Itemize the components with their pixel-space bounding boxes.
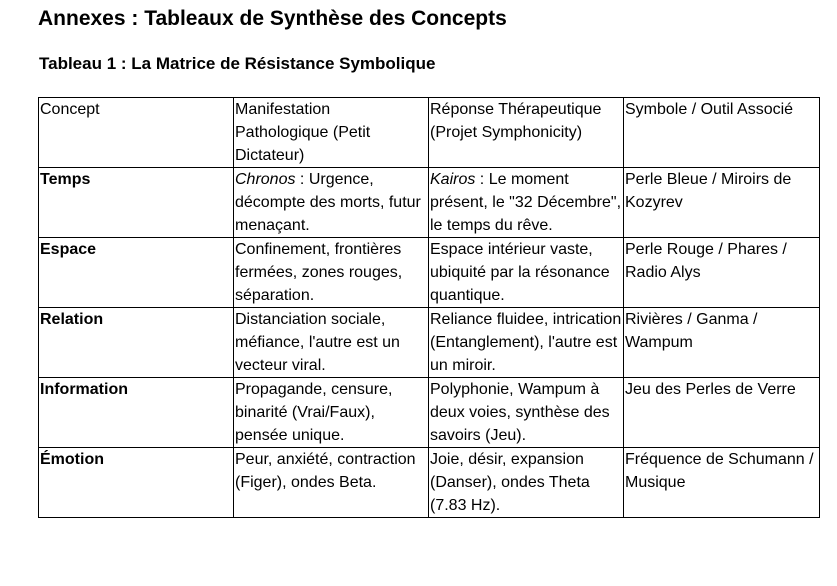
- row-response: Espace intérieur vaste, ubiquité par la résonance quantique.: [429, 238, 624, 308]
- row-response: [429, 168, 624, 238]
- row-manifestation: Confinement, frontières fermées, zones rouges, séparation.: [234, 238, 429, 308]
- row-manifestation: Propagande, censure, binarité (Vrai/Faux), pensée unique.: [234, 378, 429, 448]
- row-symbol: Perle Bleue / Miroirs de Kozyrev: [624, 168, 820, 238]
- header-concept: Concept: [39, 98, 234, 168]
- table-row: [39, 448, 820, 518]
- row-manifestation: Peur, anxiété, contraction (Figer), ondes Beta.: [234, 448, 429, 518]
- row-concept: Relation: [39, 308, 234, 378]
- table-row: [39, 168, 820, 238]
- row-symbol: Rivières / Ganma / Wampum: [624, 308, 820, 378]
- response-term: Kairos: [430, 171, 476, 188]
- manifestation-text: : Urgence, décompte des morts, futur menaçant.: [235, 171, 421, 234]
- table-row: [39, 238, 820, 308]
- manifestation-term: Chronos: [235, 171, 296, 188]
- row-response: Reliance fluidee, intrication (Entanglement), l'autre est un miroir.: [429, 308, 624, 378]
- response-text: : Le moment présent, le "32 Décembre", le temps du rêve.: [430, 171, 622, 234]
- table-header-row: [39, 98, 820, 168]
- page-title: Annexes : Tableaux de Synthèse des Concepts: [38, 7, 507, 30]
- header-manifestation: Manifestation Pathologique (Petit Dictateur): [234, 98, 429, 168]
- header-symbol: Symbole / Outil Associé: [624, 98, 820, 168]
- row-response: Polyphonie, Wampum à deux voies, synthèse des savoirs (Jeu).: [429, 378, 624, 448]
- row-response: Joie, désir, expansion (Danser), ondes Theta (7.83 Hz).: [429, 448, 624, 518]
- row-symbol: Perle Rouge / Phares / Radio Alys: [624, 238, 820, 308]
- table-title: Tableau 1 : La Matrice de Résistance Symbolique: [39, 54, 436, 73]
- table-row: [39, 378, 820, 448]
- row-symbol: Jeu des Perles de Verre: [624, 378, 820, 448]
- row-manifestation: Distanciation sociale, méfiance, l'autre est un vecteur viral.: [234, 308, 429, 378]
- synthesis-table: [38, 97, 820, 518]
- row-concept: Information: [39, 378, 234, 448]
- row-concept: Émotion: [39, 448, 234, 518]
- row-symbol: Fréquence de Schumann / Musique: [624, 448, 820, 518]
- header-response: Réponse Thérapeutique (Projet Symphonicity): [429, 98, 624, 168]
- row-concept: Espace: [39, 238, 234, 308]
- row-manifestation: [234, 168, 429, 238]
- table-row: [39, 308, 820, 378]
- row-concept: Temps: [39, 168, 234, 238]
